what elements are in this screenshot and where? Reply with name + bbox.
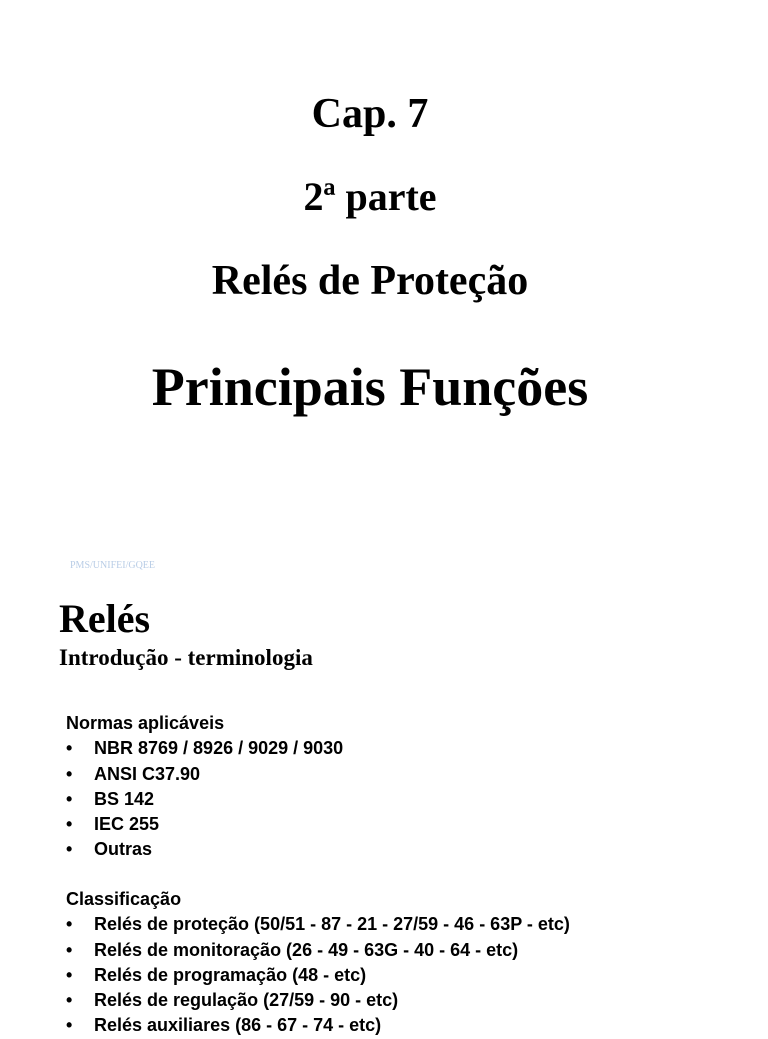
subject-heading: Relés de Proteção bbox=[211, 258, 529, 304]
bullet-icon: • bbox=[66, 990, 73, 1011]
bullet-icon: • bbox=[66, 964, 73, 985]
list-item-text: BS 142 bbox=[94, 788, 155, 809]
part-label: 2ª parte bbox=[303, 174, 437, 219]
list-item-text: Relés de monitoração (26 - 49 - 63G - 40 - 64 - etc) bbox=[94, 939, 519, 960]
bullet-icon: • bbox=[66, 914, 73, 935]
list-item-text: Outras bbox=[94, 839, 153, 860]
list-item-text: IEC 255 bbox=[94, 814, 160, 835]
list-item bbox=[66, 787, 343, 812]
slide-subtitle: Introdução - terminologia bbox=[59, 645, 313, 670]
bullet-icon: • bbox=[66, 839, 73, 860]
list-item bbox=[66, 812, 343, 837]
list-item bbox=[66, 1013, 570, 1038]
list-item bbox=[66, 938, 570, 963]
classificacao-list bbox=[66, 912, 570, 1038]
list-item-text: Relés de regulação (27/59 - 90 - etc) bbox=[94, 990, 399, 1011]
list-item bbox=[66, 837, 343, 862]
slide-title: Relés bbox=[59, 596, 151, 641]
classificacao-section bbox=[66, 887, 570, 1039]
bullet-icon: • bbox=[66, 788, 73, 809]
bullet-icon: • bbox=[66, 814, 73, 835]
list-item bbox=[66, 762, 343, 787]
list-item bbox=[66, 736, 343, 761]
main-title: Principais Funções bbox=[151, 357, 589, 417]
list-item-text: Relés de proteção (50/51 - 87 - 21 - 27/59 - 46 - 63P - etc) bbox=[94, 914, 570, 935]
list-item bbox=[66, 963, 570, 988]
list-item-text: NBR 8769 / 8926 / 9029 / 9030 bbox=[94, 738, 344, 759]
list-item bbox=[66, 988, 570, 1013]
normas-heading: Normas aplicáveis bbox=[66, 713, 225, 733]
list-item bbox=[66, 912, 570, 937]
bullet-icon: • bbox=[66, 1015, 73, 1036]
list-item-text: Relés de programação (48 - etc) bbox=[94, 964, 367, 985]
bullet-icon: • bbox=[66, 939, 73, 960]
chapter-label: Cap. 7 bbox=[311, 91, 429, 137]
normas-section bbox=[66, 711, 343, 863]
list-item-text: ANSI C37.90 bbox=[94, 763, 201, 784]
bullet-icon: • bbox=[66, 738, 73, 759]
footer-watermark: PMS/UNIFEI/GQEE bbox=[70, 560, 156, 571]
normas-list bbox=[66, 736, 343, 862]
bullet-icon: • bbox=[66, 763, 73, 784]
list-item-text: Relés auxiliares (86 - 67 - 74 - etc) bbox=[94, 1015, 382, 1036]
classificacao-heading: Classificação bbox=[66, 889, 182, 909]
